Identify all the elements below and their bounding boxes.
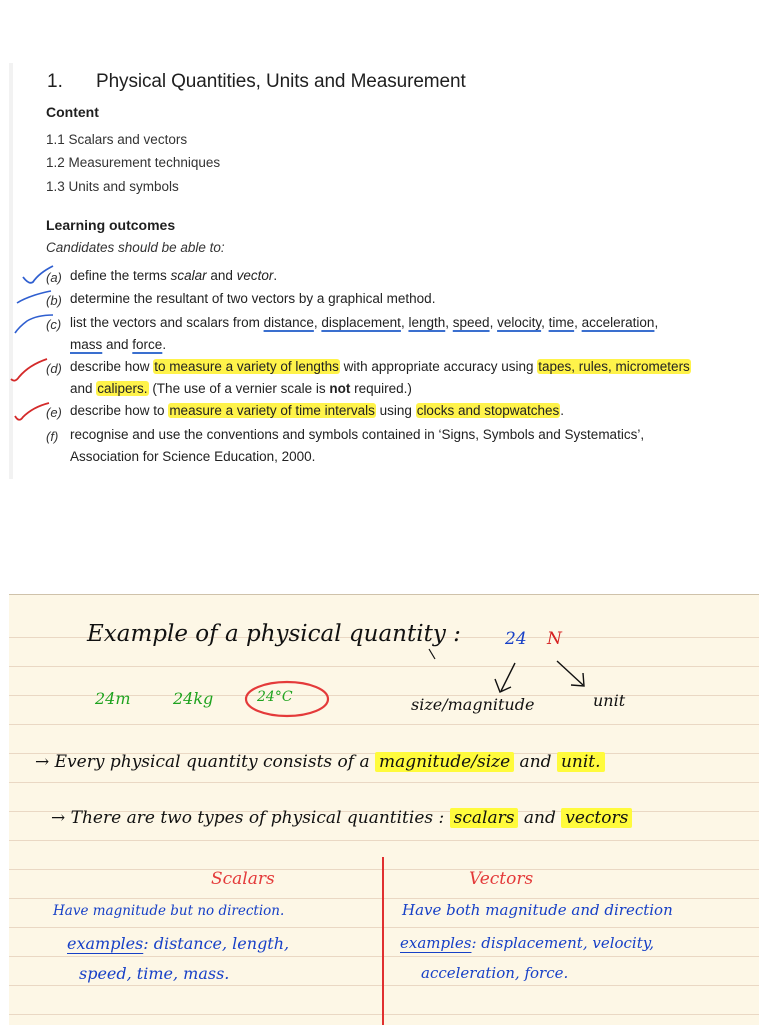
- sep: ,: [313, 315, 322, 330]
- outcome-label-f: (f): [46, 429, 59, 444]
- term: velocity: [497, 315, 542, 330]
- arrow-to-unit-head: [571, 673, 584, 686]
- content-item: 1.3 Units and symbols: [46, 179, 179, 194]
- content-item: 1.2 Measurement techniques: [46, 155, 221, 170]
- examples-label: examples: [67, 934, 144, 953]
- syllabus-document: [9, 63, 759, 479]
- term: acceleration: [581, 315, 655, 330]
- column-divider: [382, 857, 384, 1025]
- highlight: vectors: [561, 808, 632, 828]
- term: mass: [70, 337, 103, 352]
- section-title: Physical Quantities, Units and Measurement: [96, 71, 466, 92]
- highlight: measure a variety of time intervals: [169, 403, 375, 418]
- vectors-definition: Have both magnitude and direction: [402, 901, 673, 919]
- size-magnitude-label: size/magnitude: [411, 695, 535, 714]
- example-1: 24m: [95, 689, 131, 708]
- scalars-heading: Scalars: [211, 869, 275, 889]
- outcome-label-a: (a): [46, 270, 62, 285]
- statement-1: [35, 752, 605, 772]
- text: Association for Science Education, 2000.: [70, 449, 316, 464]
- highlight: to measure a variety of lengths: [154, 359, 339, 374]
- highlight: scalars: [450, 808, 519, 828]
- text: describe how to: [70, 403, 169, 418]
- text: list the vectors and scalars from: [70, 315, 264, 330]
- text: recognise and use the conventions and symbols contained in ‘Signs, Symbols and Systematics’,: [70, 427, 645, 442]
- examples-label: examples: [400, 934, 472, 952]
- outcome-label-d: (d): [46, 361, 62, 376]
- text: with appropriate accuracy using: [339, 359, 538, 374]
- notes-title: Example of a physical quantity :: [87, 621, 461, 647]
- sep: ,: [541, 315, 549, 330]
- term: distance: [263, 315, 314, 330]
- content-heading: Content: [46, 104, 99, 120]
- arrow-to-unit: [557, 661, 583, 685]
- text: .: [560, 403, 565, 418]
- outcome-d: [70, 356, 760, 400]
- term-vector: vector: [236, 268, 274, 283]
- example-3: 24°C: [257, 689, 293, 705]
- outcome-label-c: (c): [46, 317, 62, 332]
- text: → Every physical quantity consists of a: [35, 752, 375, 772]
- vectors-examples-cont: acceleration, force.: [421, 964, 569, 982]
- section-number: 1.: [47, 71, 63, 92]
- term: length: [408, 315, 446, 330]
- text: define the terms: [70, 268, 171, 283]
- outcome-label-b: (b): [46, 293, 62, 308]
- sep: ,: [574, 315, 582, 330]
- term-scalar: scalar: [170, 268, 207, 283]
- text: → There are two types of physical quantities :: [51, 808, 450, 828]
- sep: and: [102, 337, 133, 352]
- arrow-to-size-head: [495, 679, 511, 692]
- text: and: [514, 752, 557, 772]
- term: speed: [452, 315, 490, 330]
- handwritten-notes: [9, 594, 759, 1025]
- statement-2: [51, 808, 632, 828]
- text: : displacement, velocity,: [471, 934, 655, 952]
- scalars-examples: [67, 934, 289, 953]
- outcomes-intro: Candidates should be able to:: [46, 240, 225, 255]
- sep: ,: [489, 315, 498, 330]
- outcome-a: [70, 265, 760, 287]
- example-unit: N: [547, 629, 562, 649]
- outcome-e: [70, 400, 760, 422]
- example-2: 24kg: [173, 689, 214, 708]
- term: time: [548, 315, 575, 330]
- arrow-to-size: [501, 663, 515, 691]
- example-number: 24: [505, 629, 527, 649]
- term: force: [132, 337, 163, 352]
- text: describe how: [70, 359, 154, 374]
- outcome-label-e: (e): [46, 405, 62, 420]
- text: and: [518, 808, 562, 828]
- title-underline: [429, 649, 435, 659]
- highlight: magnitude/size: [375, 752, 514, 772]
- text: : distance, length,: [143, 934, 290, 953]
- term: displacement: [321, 315, 401, 330]
- learning-outcomes-heading: Learning outcomes: [46, 217, 176, 233]
- unit-label: unit: [593, 691, 626, 710]
- scalars-definition: Have magnitude but no direction.: [53, 903, 285, 919]
- vectors-examples: [400, 934, 654, 952]
- outcome-c: [70, 312, 760, 356]
- sep: ,: [654, 315, 659, 330]
- bold-not: not: [329, 381, 351, 396]
- text: and: [206, 268, 237, 283]
- outcome-b: determine the resultant of two vectors by a graphical method.: [70, 291, 436, 306]
- text: (The use of a vernier scale is: [148, 381, 330, 396]
- highlight: calipers.: [97, 381, 148, 396]
- vectors-heading: Vectors: [469, 869, 534, 889]
- tick-mark-d: [11, 359, 47, 381]
- outcome-f: [70, 424, 760, 468]
- text: required.): [350, 381, 412, 396]
- tick-mark-e: [15, 403, 49, 420]
- sep: ,: [400, 315, 409, 330]
- text: and: [70, 381, 97, 396]
- text: using: [375, 403, 416, 418]
- page-edge: [9, 63, 13, 479]
- highlight: clocks and stopwatches: [416, 403, 560, 418]
- scalars-examples-cont: speed, time, mass.: [79, 964, 230, 983]
- sep: .: [162, 337, 167, 352]
- sep: ,: [445, 315, 453, 330]
- highlight: tapes, rules, micrometers: [538, 359, 690, 374]
- text: .: [273, 268, 278, 283]
- content-item: 1.1 Scalars and vectors: [46, 132, 188, 147]
- highlight: unit.: [557, 752, 605, 772]
